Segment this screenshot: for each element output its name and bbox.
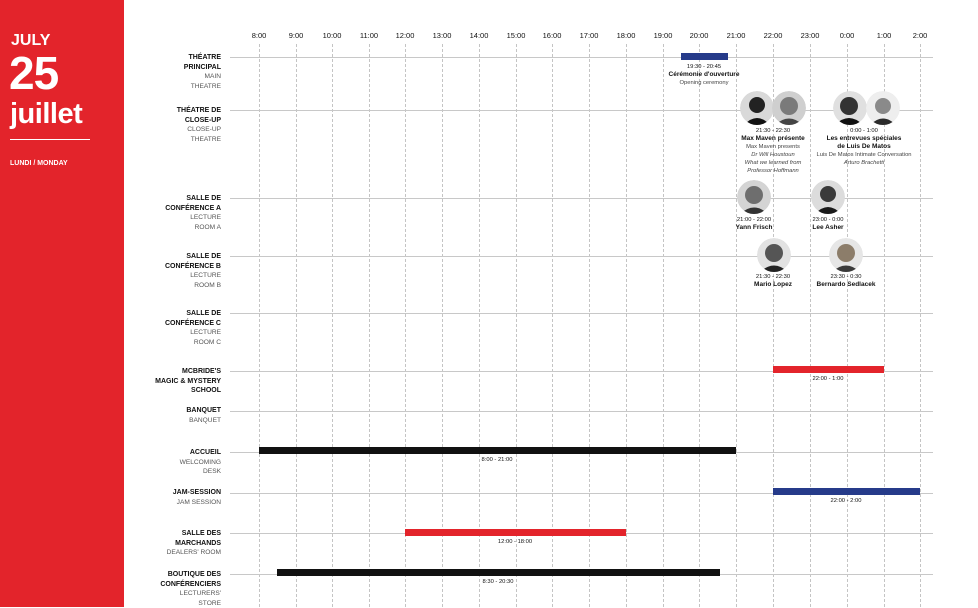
mcbrides-time: 22:00 - 1:00 — [813, 375, 844, 383]
mcbrides-bar[interactable] — [773, 366, 884, 373]
room-label-dealers-room — [167, 529, 221, 558]
room-name-fr: SCHOOL — [155, 386, 221, 396]
room-name-en: THEATRE — [177, 135, 221, 145]
event-time: 23:30 - 0:30 — [817, 273, 876, 281]
opening-ceremony-caption — [669, 63, 740, 87]
hour-gridline — [442, 44, 443, 607]
lee-asher-event[interactable] — [812, 216, 843, 232]
hour-label: 10:00 — [323, 31, 342, 40]
hour-label: 20:00 — [690, 31, 709, 40]
dealers-room-time: 12:00 - 18:00 — [498, 538, 532, 546]
arturo-brachetti-portrait — [866, 91, 900, 125]
room-label-close-up — [177, 106, 221, 144]
room-name-fr: THÉATRE — [184, 53, 221, 63]
room-row-line — [230, 313, 933, 314]
hour-label: 17:00 — [580, 31, 599, 40]
hour-gridline — [516, 44, 517, 607]
room-name-en: CLOSE-UP — [177, 125, 221, 135]
room-name-en: JAM SESSION — [173, 498, 221, 508]
hour-label: 1:00 — [877, 31, 892, 40]
room-row-line — [230, 57, 933, 58]
event-time: 21:30 - 22:30 — [741, 127, 805, 135]
event-topic: Professor Hoffmann — [741, 167, 805, 175]
room-name-en: LECTURE — [165, 213, 221, 223]
room-name-fr: SALLE DES — [167, 529, 221, 539]
event-subtitle: Max Maven presents — [741, 143, 805, 151]
event-subtitle: Luis De Matos Intimate Conversation — [816, 151, 911, 159]
will-houstoun-portrait — [772, 91, 806, 125]
yann-frisch-portrait — [737, 180, 771, 214]
room-name-fr: BANQUET — [186, 406, 221, 416]
room-label-welcoming-desk — [180, 448, 221, 477]
hour-gridline — [920, 44, 921, 607]
hour-gridline — [699, 44, 700, 607]
room-name-en: MAIN — [184, 72, 221, 82]
day-name: juillet — [10, 98, 82, 131]
hour-label: 18:00 — [617, 31, 636, 40]
hour-label: 8:00 — [252, 31, 267, 40]
yann-frisch-event[interactable] — [736, 216, 773, 232]
room-name-fr: BOUTIQUE DES — [160, 570, 221, 580]
room-name-fr: MAGIC & MYSTERY — [155, 377, 221, 387]
dealers-room-bar[interactable] — [405, 529, 626, 536]
room-name-fr: MARCHANDS — [167, 539, 221, 549]
hour-gridline — [296, 44, 297, 607]
hour-label: 2:00 — [913, 31, 928, 40]
room-name-en: LECTURE — [165, 328, 221, 338]
room-row-line — [230, 411, 933, 412]
hour-gridline — [626, 44, 627, 607]
room-row-line — [230, 110, 933, 111]
room-name-fr: JAM-SESSION — [173, 488, 221, 498]
room-name-en: ROOM A — [165, 223, 221, 233]
hour-label: 19:00 — [654, 31, 673, 40]
room-name-en: LECTURERS' — [160, 589, 221, 599]
room-name-fr: CONFÉRENCE C — [165, 319, 221, 329]
room-label-banquet — [186, 406, 221, 425]
hour-gridline — [259, 44, 260, 607]
luis-de-matos-portrait — [833, 91, 867, 125]
sidebar-divider — [10, 139, 90, 140]
room-label-lecture-b — [165, 252, 221, 290]
max-maven-event[interactable] — [741, 127, 805, 175]
lecturers-store-time: 8:30 - 20:30 — [483, 578, 514, 586]
max-maven-portrait — [740, 91, 774, 125]
mario-lopez-event[interactable] — [754, 273, 792, 289]
event-time: 21:00 - 22:00 — [736, 216, 773, 224]
date-sidebar — [0, 0, 124, 607]
event-time: 21:30 - 22:30 — [754, 273, 792, 281]
hour-label: 22:00 — [764, 31, 783, 40]
room-name-fr: CLOSE-UP — [177, 116, 221, 126]
hour-gridline — [369, 44, 370, 607]
room-label-mcbrides — [155, 367, 221, 396]
welcoming-desk-time: 8:00 - 21:00 — [482, 456, 513, 464]
hour-gridline — [810, 44, 811, 607]
event-guest: Arturo Brachetti — [816, 159, 911, 167]
room-name-en: ROOM C — [165, 338, 221, 348]
room-name-fr: ACCUEIL — [180, 448, 221, 458]
hour-gridline — [332, 44, 333, 607]
room-name-fr: SALLE DE — [165, 252, 221, 262]
room-name-fr: CONFÉRENCE B — [165, 262, 221, 272]
event-title: Max Maven présente — [741, 135, 805, 143]
hour-gridline — [479, 44, 480, 607]
event-time: 0:00 - 1:00 — [816, 127, 911, 135]
hour-label: 21:00 — [727, 31, 746, 40]
hour-gridline — [663, 44, 664, 607]
hour-label: 12:00 — [396, 31, 415, 40]
hour-label: 0:00 — [840, 31, 855, 40]
event-title: Bernardo Sedlacek — [817, 281, 876, 289]
hour-label: 23:00 — [801, 31, 820, 40]
welcoming-desk-bar[interactable] — [259, 447, 736, 454]
hour-label: 11:00 — [360, 31, 378, 40]
event-title: Les entrevues spéciales — [816, 135, 911, 143]
hour-label: 9:00 — [289, 31, 304, 40]
room-name-fr: SALLE DE — [165, 194, 221, 204]
room-label-lecture-c — [165, 309, 221, 347]
event-subtitle: Opening ceremony — [669, 79, 740, 87]
room-name-fr: THÉATRE DE — [177, 106, 221, 116]
room-name-en: ROOM B — [165, 281, 221, 291]
mario-lopez-portrait — [757, 238, 791, 272]
room-label-jam-session — [173, 488, 221, 507]
hour-label: 13:00 — [433, 31, 452, 40]
month-label: JULY — [11, 32, 50, 50]
hour-gridline — [405, 44, 406, 607]
event-title: Cérémonie d'ouverture — [669, 71, 740, 79]
hour-gridline — [736, 44, 737, 607]
room-name-fr: MCBRIDE'S — [155, 367, 221, 377]
jam-session-bar[interactable] — [773, 488, 920, 495]
hour-label: 16:00 — [543, 31, 562, 40]
bernardo-sedlacek-event[interactable] — [817, 273, 876, 289]
room-name-en: LECTURE — [165, 271, 221, 281]
room-label-lecturers-store — [160, 570, 221, 608]
room-row-line — [230, 256, 933, 257]
event-time: 19:30 - 20:45 — [669, 63, 740, 71]
day-number: 25 — [9, 50, 58, 96]
lee-asher-portrait — [811, 180, 845, 214]
room-name-fr: SALLE DE — [165, 309, 221, 319]
room-name-fr: CONFÉRENCIERS — [160, 580, 221, 590]
weekday-label: LUNDI / MONDAY — [10, 160, 68, 167]
event-time: 23:00 - 0:00 — [812, 216, 843, 224]
hour-gridline — [552, 44, 553, 607]
event-guest: Dr Will Houstoun — [741, 151, 805, 159]
event-title: Lee Asher — [812, 224, 843, 232]
room-name-en: BANQUET — [186, 416, 221, 426]
room-name-fr: CONFÉRENCE A — [165, 204, 221, 214]
event-title: de Luis De Matos — [816, 143, 911, 151]
hour-label: 14:00 — [470, 31, 489, 40]
hour-label: 15:00 — [507, 31, 526, 40]
room-name-en: STORE — [160, 599, 221, 608]
event-title: Yann Frisch — [736, 224, 773, 232]
room-name-fr: PRINCIPAL — [184, 63, 221, 73]
room-name-en: WELCOMING — [180, 458, 221, 468]
room-name-en: DESK — [180, 467, 221, 477]
event-title: Mario Lopez — [754, 281, 792, 289]
room-label-main-theatre — [184, 53, 221, 91]
hour-gridline — [589, 44, 590, 607]
jam-session-time: 22:00 - 2:00 — [831, 497, 862, 505]
room-name-en: DEALERS' ROOM — [167, 548, 221, 558]
event-topic: What we learned from — [741, 159, 805, 167]
lecturers-store-bar[interactable] — [277, 569, 720, 576]
room-label-lecture-a — [165, 194, 221, 232]
luis-de-matos-event[interactable] — [816, 127, 911, 167]
bernardo-sedlacek-portrait — [829, 238, 863, 272]
room-name-en: THEATRE — [184, 82, 221, 92]
opening-ceremony-bar[interactable] — [681, 53, 728, 60]
